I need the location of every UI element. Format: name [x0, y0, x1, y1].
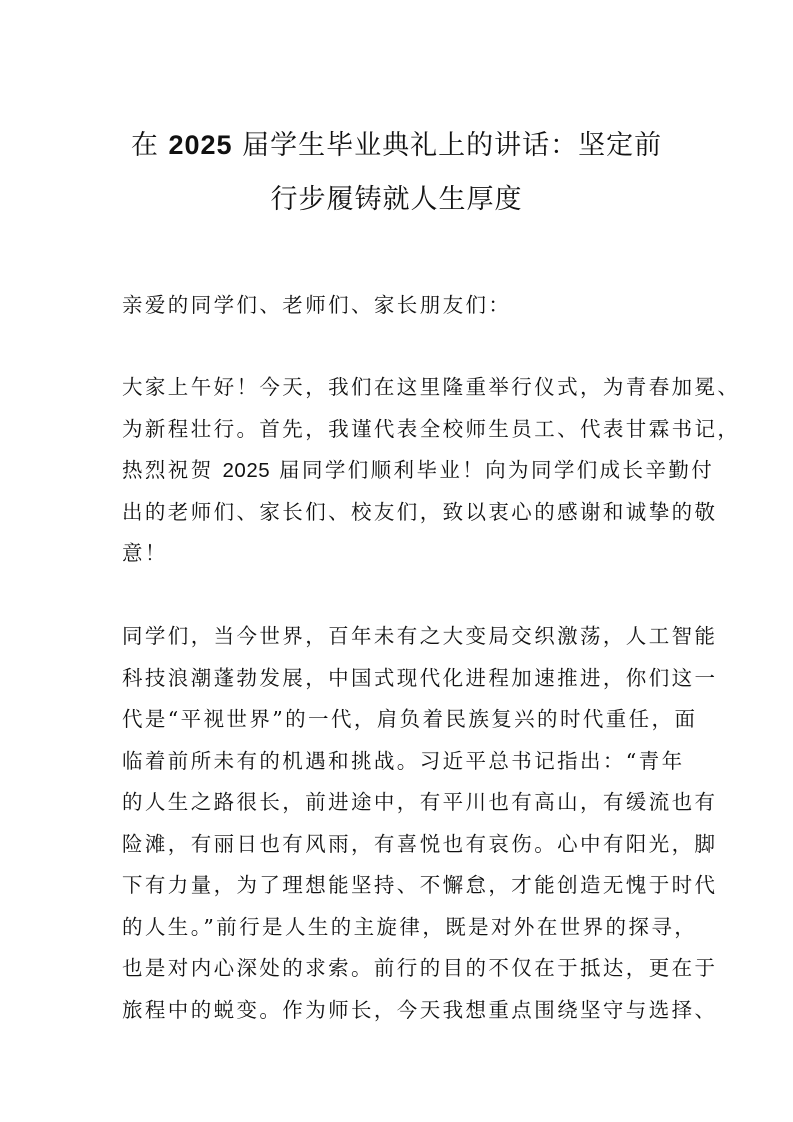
title-year: 2025 — [168, 130, 233, 160]
paragraph-line: 意！ — [122, 541, 168, 565]
paragraph-line: 热烈祝贺 2025 届同学们顺利毕业！向为同学们成长辛勤付 — [122, 458, 715, 482]
title-line-2: 行步履铸就人生厚度 — [270, 184, 523, 215]
paragraph-greeting — [122, 367, 741, 575]
salutation: 亲爱的同学们、老师们、家长朋友们： — [122, 293, 512, 317]
paragraph-line: 临着前所未有的机遇和挑战。习近平总书记指出：“青年 — [122, 748, 685, 773]
paragraph-line: 险滩，有丽日也有风雨，有喜悦也有哀伤。心中有阳光，脚 — [122, 831, 718, 856]
paragraph-line: 的人生。”前行是人生的主旋律，既是对外在世界的探寻， — [122, 914, 698, 939]
paragraph-line: 下有力量，为了理想能坚持、不懈怠，才能创造无愧于时代 — [122, 873, 718, 897]
paragraph-line: 为新程壮行。首先，我谨代表全校师生员工、代表甘霖书记， — [122, 416, 741, 441]
paragraph-line: 的人生之路很长，前进途中，有平川也有高山，有缓流也有 — [122, 790, 718, 814]
paragraph-line: 也是对内心深处的求索。前行的目的不仅在于抵达，更在于 — [122, 956, 718, 980]
title-line-1: 在 2025 届学生毕业典礼上的讲话：坚定前 — [130, 130, 663, 161]
year-number: 2025 — [222, 459, 271, 482]
paragraph-line: 同学们，当今世界，百年未有之大变局交织激荡，人工智能 — [122, 624, 718, 648]
paragraph-world-context — [122, 616, 718, 1031]
paragraph-line: 大家上午好！今天，我们在这里隆重举行仪式，为青春加冕、 — [122, 375, 741, 399]
document-title — [100, 118, 693, 227]
paragraph-line: 科技浪潮蓬勃发展，中国式现代化进程加速推进，你们这一 — [122, 665, 718, 690]
paragraph-line: 代是“平视世界”的一代，肩负着民族复兴的时代重任，面 — [122, 707, 698, 731]
paragraph-line: 旅程中的蜕变。作为师长，今天我想重点围绕坚守与选择、 — [122, 997, 718, 1022]
paragraph-line: 出的老师们、家长们、校友们，致以衷心的感谢和诚挚的敬 — [122, 499, 718, 524]
